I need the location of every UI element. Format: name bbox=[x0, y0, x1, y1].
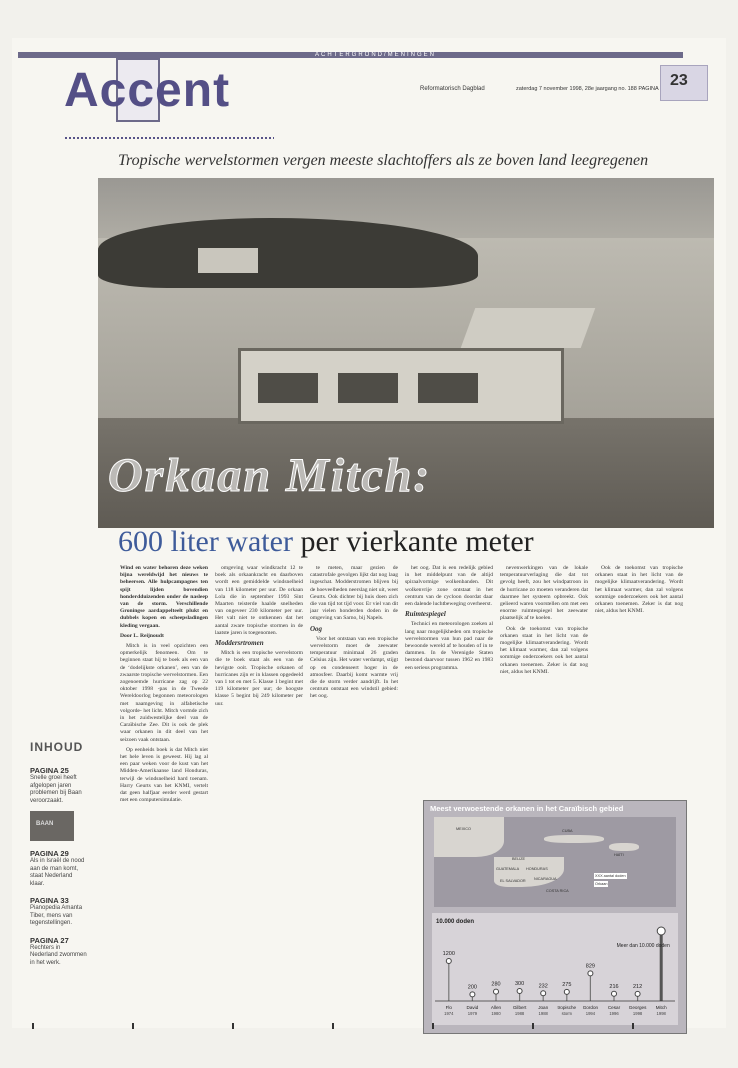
deaths-chart bbox=[432, 913, 678, 1025]
sidebar-item-text: Als in Israël de nood aan de man komt, staat Nederland klaar. bbox=[30, 858, 85, 887]
hurricane-photo bbox=[98, 178, 714, 528]
chart-category-label: Flo bbox=[445, 1005, 452, 1010]
chart-category-year: 1998 bbox=[632, 1011, 643, 1016]
photo-window bbox=[418, 373, 478, 403]
map-label: GUATEMALA bbox=[496, 867, 520, 871]
chart-value-label: 212 bbox=[633, 983, 643, 990]
article-intro: Wind en water behoren deze weken bijna wereldwijd het nieuws te beheersen. Alle hulpcampagnes ten spijt lijden bovendien honderdduizenden onder de nasleep van de storm. Verschillende Groningse aardappelteelt plukt en dubbels kopen en scheepsladingen kleding vergaan. bbox=[120, 565, 208, 629]
chart-point bbox=[494, 989, 499, 994]
article-column-3 bbox=[310, 565, 398, 1010]
chart-point bbox=[612, 991, 617, 996]
chart-value-label: 829 bbox=[585, 963, 595, 970]
map-label: CUBA bbox=[562, 829, 573, 833]
headline-highlight: 600 liter water bbox=[118, 525, 293, 558]
sidebar-item-head: PAGINA 25 bbox=[30, 766, 69, 775]
article-paragraph: Mitch is een tropische wervelstorm die te boek staat als een van de hevigste ooit. Tropische orkanen of hurricanes zijn er in klassen opgedeeld van 1 tot en met 5. Klasse 1 begint met 119 kilometer per uur; de hoogste klasse 5 begint bij 249 kilometer per uur. bbox=[215, 650, 303, 707]
article-paragraph: Op eenheids boek is dat Mitch niet het hele leven is geweest. Hij lag al een paar weken voor de kust van het Midden-Amerikaanse land Honduras, terwijl de windsnelheid hard toenam. Harry Geurts van het KNMI, vertelt dat geen halfjaar eerder werd gestart met een computersimulatie. bbox=[120, 746, 208, 804]
sidebar-item-text: Snelle groei heeft afgelopen jaren problemen bij Baan veroorzaakt. bbox=[30, 775, 82, 804]
chart-point bbox=[517, 989, 522, 994]
chart-value-label: 200 bbox=[467, 984, 477, 991]
map-legend-item: XXX aantal doden bbox=[595, 874, 626, 878]
map-land-mexico bbox=[434, 817, 504, 857]
article-column-2 bbox=[215, 565, 303, 1010]
photo-window bbox=[338, 373, 398, 403]
contents-sidebar bbox=[30, 740, 88, 1030]
chart-category-label: Gordon bbox=[582, 1005, 599, 1010]
deaths-chart-svg bbox=[432, 913, 678, 1025]
article-paragraph: Mitch is in veel opzichten een opmerkelijk fenomeen. Om te beginnen staat hij te boek als een van de ‘dodelijkste orkanen’, een van de zwaarste tropische wervelstormen. Een zogenoemde hurricane zag op 22 oktober 1998 -pas in de Tweede Wereldoorlog begonnen meteorologen met naamgeving in alfabetische volgorde- het licht. Mitch vormde zich in het zuidwestelijke deel van de Caraïbische Zee. Dit is ook de plek waar orkanen in dit deel van het seizoen vaak ontstaan. bbox=[120, 643, 208, 743]
hurricane-infographic bbox=[423, 800, 687, 1034]
chart-category-label: Mitch bbox=[655, 1005, 667, 1010]
article-paragraph: nevenwerkingen van de lokale temperatuurverlaging die dat tot gevolg heeft, zou het windpatroon in de hurricane zo moeten veranderen dat daarmee het systeem opbreekt. Ook gelieerd waren voorstellen om met een enorme ruimtespiegel het zeewater plaatselijk af te koelen. bbox=[500, 565, 588, 622]
article-column-5 bbox=[500, 565, 588, 790]
article-paragraph: Technici en meteorologen zoeken al lang naar mogelijkheden om tropische wervelstormen van hun pad naar de bewoonde wereld af te houden of in te dammen. In de Verenigde Staten bestond daarvoor tussen 1962 en 1983 een serieus programma. bbox=[405, 621, 493, 671]
chart-category-label: Georges bbox=[628, 1005, 647, 1010]
chart-value-label: 280 bbox=[491, 981, 501, 988]
article-paragraph: Voor het ontstaan van een tropische wervelstorm moet de zeewater temperatuur minimaal 26 graden Celsius zijn. Het water verdampt, stijgt op en condenseert hoger in de atmosfeer. Daarbij komt warmte vrij die de storm verder aandrijft. In het centrum ontstaat een windstil gebied: het oog. bbox=[310, 635, 398, 700]
registration-mark bbox=[532, 1023, 534, 1029]
map-label: COSTA RICA bbox=[546, 889, 569, 893]
map-label: BELIZE bbox=[512, 857, 526, 861]
registration-mark bbox=[32, 1023, 34, 1029]
registration-mark bbox=[632, 1023, 634, 1029]
chart-category-label: Cesar bbox=[607, 1005, 621, 1010]
article-column-4 bbox=[405, 565, 493, 790]
sidebar-image-label: BAAN bbox=[36, 821, 54, 827]
photo-broken-roof bbox=[461, 308, 596, 348]
article-column-1 bbox=[120, 565, 208, 1010]
chart-category-year: 1994 bbox=[585, 1011, 596, 1016]
chart-category-year: storm bbox=[561, 1011, 573, 1016]
chart-category-year: 1988 bbox=[538, 1011, 548, 1016]
photo-window bbox=[258, 373, 318, 403]
sidebar-item-text: Pianopedia Amanta Tiber, mens van tegenstellingen. bbox=[30, 905, 83, 926]
registration-mark bbox=[132, 1023, 134, 1029]
sidebar-item-text: Rechters in Nederland zwommen in het werk. bbox=[30, 944, 87, 966]
article-column-6 bbox=[595, 565, 683, 790]
photo-overlay-title: Orkaan Mitch: bbox=[108, 449, 432, 502]
page-subtitle: Tropische wervelstormen vergen meeste slachtoffers als ze boven land leegregenen bbox=[118, 152, 649, 169]
chart-category-year: 1980 bbox=[491, 1011, 501, 1016]
map-label: NICARAGUA bbox=[534, 877, 557, 881]
photo-house bbox=[198, 248, 258, 273]
article-paragraph: het oog. Dat is een redelijk gebied in het middelpunt van de altijd spiraalvormige wolkenbanden. Dit wolkenvrije zone ontstaat in het centrum van de cycloon doordat daar een dalende luchtbeweging overheerst. bbox=[405, 565, 493, 608]
chart-point bbox=[588, 971, 593, 976]
chart-point bbox=[635, 991, 640, 996]
sidebar-title: INHOUD bbox=[30, 740, 84, 754]
chart-point bbox=[470, 992, 475, 997]
chart-point bbox=[564, 989, 569, 994]
section-title: Accent bbox=[64, 64, 231, 117]
chart-category-year: 1974 bbox=[444, 1011, 454, 1016]
map-label: HONDURAS bbox=[526, 867, 548, 871]
chart-category-label: Gilbert bbox=[512, 1005, 527, 1010]
section-bar-title: ACHTERGROND/MENINGEN bbox=[315, 52, 437, 58]
registration-mark bbox=[432, 1023, 434, 1029]
chart-category-label: David bbox=[466, 1005, 479, 1010]
map-land-cuba bbox=[544, 835, 604, 843]
sidebar-item-head: PAGINA 33 bbox=[30, 896, 69, 905]
date-line: zaterdag 7 november 1998, 28e jaargang no. 188 PAGINA bbox=[516, 86, 659, 92]
chart-value-label: Meer dan 10.000 doden bbox=[616, 943, 670, 949]
sidebar-item-head: PAGINA 29 bbox=[30, 849, 69, 858]
map-label: MEXICO bbox=[456, 827, 471, 831]
sidebar-item-head: PAGINA 27 bbox=[30, 935, 69, 945]
article-paragraph: Ook de toekomst van tropische orkanen staat in het licht van de mogelijke klimaatverandering. Wordt het klimaat warmer, dan zal volgens sommige onderzoekers ook het aantal orkanen toenemen. Zeker is dat nog niet, aldus het KNMI. bbox=[595, 565, 683, 615]
chart-value-label: 1200 bbox=[442, 951, 455, 957]
caribbean-map bbox=[434, 817, 676, 907]
chart-value-label: 275 bbox=[562, 981, 572, 988]
registration-mark bbox=[332, 1023, 334, 1029]
chart-category-year: 1996 bbox=[609, 1011, 619, 1016]
article-subhead: Oog bbox=[310, 624, 323, 633]
chart-point bbox=[541, 991, 546, 996]
publication-name: Reformatorisch Dagblad bbox=[420, 86, 485, 92]
headline bbox=[118, 525, 534, 559]
map-legend-item: Orkaan bbox=[595, 882, 608, 886]
chart-point bbox=[657, 927, 665, 935]
chart-category-year: 1979 bbox=[467, 1011, 478, 1016]
article-paragraph: te meten, maar gezien de catastrofale gevolgen lijkt dat nog laag ingeschat. Modderstromen blijven bij de hoeveelheden neerslag niet uit, weet Geurts. Ook dichter bij huis doen zich die van tijd tot tijd voor. Er viel van dit jaar vielen honderden doden in de omgeving van Sarno, bij Napels. bbox=[310, 565, 398, 622]
headline-rest: per vierkante meter bbox=[292, 525, 534, 558]
chart-category-label: tropische bbox=[557, 1005, 577, 1010]
chart-value-label: 232 bbox=[538, 983, 548, 990]
page-number: 23 bbox=[670, 72, 688, 89]
article-paragraph: Ook de toekomst van tropische orkanen staat in het licht van de mogelijke klimaatverandering. Wordt het klimaat warmer, dan zal volgens sommige onderzoekers ook het aantal orkanen toenemen. Zeker is dat nog niet, aldus het KNMI. bbox=[500, 625, 588, 675]
chart-legend-top: 10.000 doden bbox=[436, 919, 475, 925]
registration-mark bbox=[232, 1023, 234, 1029]
chart-point bbox=[446, 959, 451, 964]
chart-category-label: Joan bbox=[538, 1005, 549, 1010]
chart-category-label: Allen bbox=[490, 1005, 502, 1010]
infographic-title: Meest verwoestende orkanen in het Caraïbisch gebied bbox=[430, 804, 624, 813]
chart-value-label: 300 bbox=[515, 981, 525, 987]
bottom-registration-marks bbox=[28, 1023, 708, 1031]
chart-value-label: 216 bbox=[609, 983, 619, 990]
map-land-hispaniola bbox=[609, 843, 639, 851]
article-subhead: Ruimtespiegel bbox=[405, 610, 446, 619]
dotted-divider bbox=[64, 137, 274, 139]
map-label: HAÏTI bbox=[614, 853, 624, 857]
chart-category-year: 1998 bbox=[656, 1011, 666, 1016]
sidebar-image bbox=[30, 811, 74, 841]
article-byline: Door L. Reijnoudt bbox=[120, 632, 164, 639]
map-label: EL SALVADOR bbox=[500, 879, 526, 883]
article-paragraph: omgeving waar windkracht 12 te boek als orkaankracht en daarboven wordt een gemiddelde windsnelheid van 118 kilometer per uur. De orkaan Lola die in september 1993 Sint Maarten teisterde haalde snelheden van ongeveer 230 kilometer per uur. Het valt niet te ontkennen dat het aantal zware tropische stormen in de laatste jaren is toegenomen. bbox=[215, 565, 303, 636]
article-subhead: Moddersrtromen bbox=[215, 639, 264, 648]
chart-category-year: 1988 bbox=[514, 1011, 525, 1016]
